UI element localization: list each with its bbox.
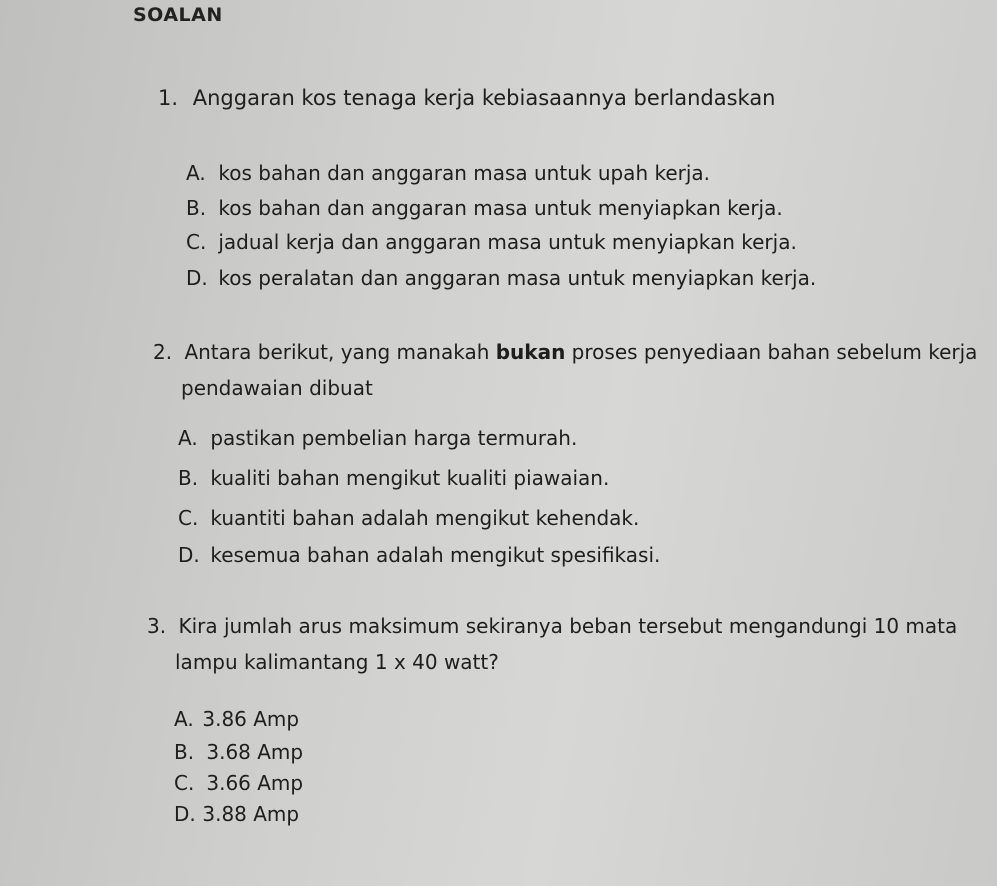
option-letter: B.: [186, 196, 207, 220]
option-text: kesemua bahan adalah mengikut spesifikasi.: [210, 543, 661, 567]
question-1-option-d: [186, 266, 816, 290]
option-text: kos bahan dan anggaran masa untuk upah kerja.: [218, 161, 711, 185]
option-text: kos peralatan dan anggaran masa untuk menyiapkan kerja.: [218, 266, 817, 290]
question-1-number: 1.: [158, 86, 179, 110]
question-2-text: [153, 340, 977, 364]
question-2-line2: pendawaian dibuat: [181, 376, 373, 400]
question-2-number: 2.: [153, 340, 173, 364]
option-letter: A.: [186, 161, 206, 185]
option-letter: C.: [174, 771, 195, 795]
option-letter: C.: [178, 506, 199, 530]
question-3-text: [147, 614, 957, 638]
question-1-line1: Anggaran kos tenaga kerja kebiasaannya berlandaskan: [192, 86, 776, 110]
question-2-option-c: [178, 506, 639, 530]
question-2-line1-pre: Antara berikut, yang manakah: [184, 340, 496, 364]
question-1-option-b: [186, 196, 783, 220]
question-1-option-c: [186, 230, 797, 254]
question-2-line1-post: proses penyediaan bahan sebelum kerja: [565, 340, 978, 364]
question-3-option-a: [174, 707, 299, 731]
question-1-option-a: [186, 161, 710, 185]
question-2-emphasis: bukan: [495, 340, 566, 364]
question-3-option-c: [174, 771, 303, 795]
question-2-option-b: [178, 466, 609, 490]
option-letter: B.: [174, 740, 195, 764]
question-2-option-a: [178, 426, 577, 450]
option-letter: D.: [178, 543, 200, 567]
option-letter: D.: [174, 802, 196, 826]
question-3-line1: Kira jumlah arus maksimum sekiranya beban tersebut mengandungi 10 mata: [178, 614, 958, 638]
question-1-text: [158, 86, 776, 110]
option-text: kuantiti bahan adalah mengikut kehendak.: [210, 506, 640, 530]
option-text: 3.88 Amp: [202, 802, 300, 826]
question-3-option-b: [174, 740, 303, 764]
option-text: jadual kerja dan anggaran masa untuk menyiapkan kerja.: [218, 230, 797, 254]
option-text: pastikan pembelian harga termurah.: [210, 426, 578, 450]
question-3-option-d: [174, 802, 299, 826]
option-letter: D.: [186, 266, 208, 290]
option-text: 3.68 Amp: [206, 740, 304, 764]
question-2-option-d: [178, 543, 660, 567]
option-text: 3.86 Amp: [202, 707, 300, 731]
question-3-number: 3.: [147, 614, 167, 638]
question-3-line2: lampu kalimantang 1 x 40 watt?: [175, 650, 499, 674]
sheet-heading: SOALAN: [133, 4, 223, 26]
option-letter: A.: [174, 707, 194, 731]
option-letter: C.: [186, 230, 207, 254]
option-text: kualiti bahan mengikut kualiti piawaian.: [210, 466, 610, 490]
option-text: 3.66 Amp: [206, 771, 304, 795]
option-letter: B.: [178, 466, 199, 490]
option-text: kos bahan dan anggaran masa untuk menyiapkan kerja.: [218, 196, 783, 220]
option-letter: A.: [178, 426, 198, 450]
